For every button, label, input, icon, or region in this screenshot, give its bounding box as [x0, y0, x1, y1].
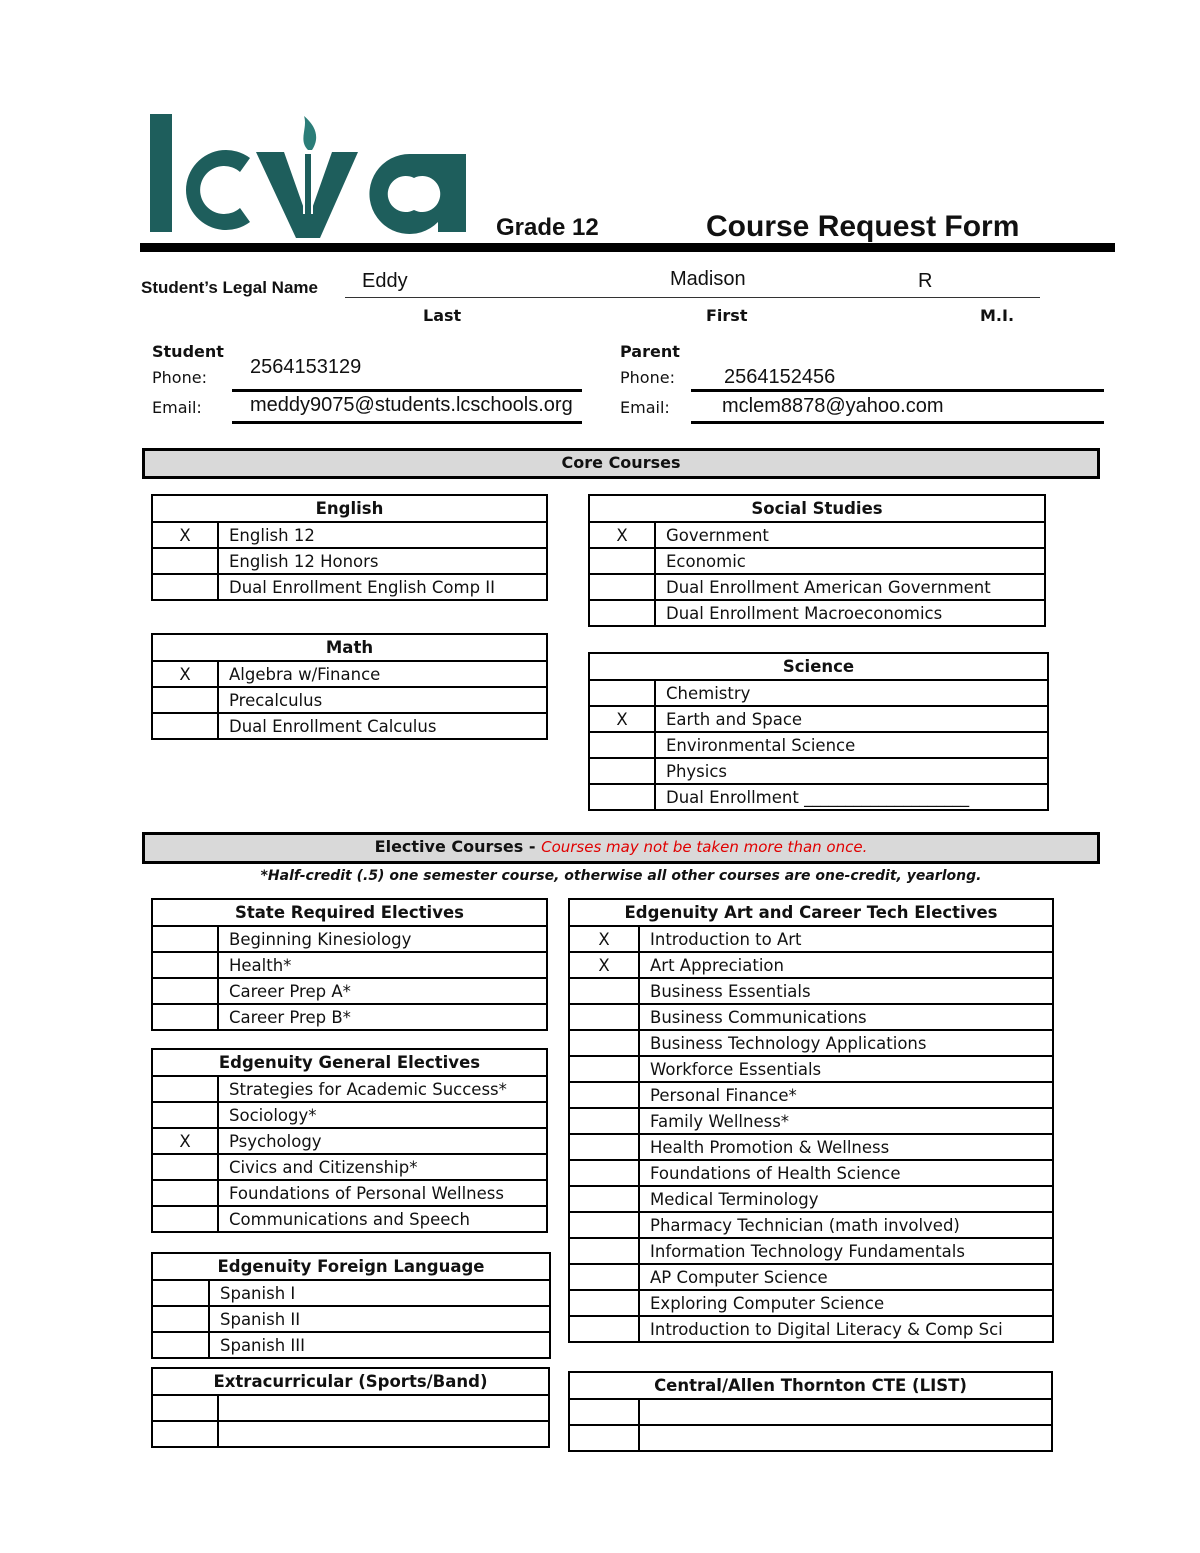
selection-mark[interactable] — [569, 1108, 639, 1134]
science-table — [588, 652, 1049, 811]
table-row[interactable] — [152, 926, 547, 952]
core-courses-title: Core Courses — [561, 453, 681, 472]
grade-label: Grade 12 — [496, 214, 599, 241]
course-name: Pharmacy Technician (math involved) — [639, 1212, 1053, 1238]
course-name: Psychology — [218, 1128, 547, 1154]
selection-mark[interactable] — [589, 548, 655, 574]
header-rule — [140, 243, 1115, 252]
form-title: Course Request Form — [706, 210, 1020, 243]
selection-mark[interactable] — [569, 1425, 639, 1451]
course-name: Foundations of Personal Wellness — [218, 1180, 547, 1206]
student-email-line — [232, 421, 582, 424]
art-career-tech-title: Edgenuity Art and Career Tech Electives — [569, 899, 1053, 926]
selection-mark[interactable] — [569, 1030, 639, 1056]
student-phone-field[interactable]: 2564153129 — [250, 356, 362, 378]
student-email-field[interactable]: meddy9075@students.lcschools.org — [250, 394, 573, 416]
course-name: Art Appreciation — [639, 952, 1053, 978]
last-name-field[interactable]: Eddy — [362, 270, 408, 292]
table-row[interactable] — [569, 1186, 1053, 1212]
selection-mark[interactable]: X — [589, 706, 655, 732]
table-row[interactable] — [589, 600, 1045, 626]
english-title: English — [152, 495, 547, 522]
table-row[interactable] — [152, 1395, 549, 1421]
table-row[interactable] — [152, 1154, 547, 1180]
course-name: English 12 — [218, 522, 547, 548]
selection-mark[interactable] — [152, 952, 218, 978]
course-name: Communications and Speech — [218, 1206, 547, 1232]
math-table — [151, 633, 548, 740]
social-studies-title: Social Studies — [589, 495, 1045, 522]
selection-mark[interactable] — [569, 1160, 639, 1186]
table-row[interactable] — [569, 1316, 1053, 1342]
selection-mark[interactable] — [589, 758, 655, 784]
parent-email-field[interactable]: mclem8878@yahoo.com — [722, 395, 944, 417]
table-row[interactable] — [152, 1076, 547, 1102]
activity-field[interactable] — [218, 1421, 549, 1447]
table-row[interactable] — [589, 574, 1045, 600]
course-name: Workforce Essentials — [639, 1056, 1053, 1082]
course-name: English 12 Honors — [218, 548, 547, 574]
parent-email-label: Email: — [620, 398, 670, 417]
activity-field[interactable] — [218, 1395, 549, 1421]
selection-mark[interactable] — [152, 574, 218, 600]
table-row[interactable] — [152, 1206, 547, 1232]
table-row[interactable] — [152, 1421, 549, 1447]
selection-mark[interactable] — [152, 1102, 218, 1128]
course-name: Family Wellness* — [639, 1108, 1053, 1134]
selection-mark[interactable] — [152, 1280, 209, 1306]
table-row[interactable] — [152, 713, 547, 739]
general-electives-table — [151, 1048, 548, 1233]
middle-initial-field[interactable]: R — [918, 270, 933, 292]
first-name-field[interactable]: Madison — [670, 268, 746, 290]
course-name: Environmental Science — [655, 732, 1048, 758]
table-row[interactable] — [569, 1238, 1053, 1264]
selection-mark[interactable] — [569, 1186, 639, 1212]
student-email-label: Email: — [152, 398, 202, 417]
legal-name-label: Student’s Legal Name — [141, 278, 318, 297]
table-row[interactable] — [569, 1082, 1053, 1108]
course-name: Medical Terminology — [639, 1186, 1053, 1212]
course-name: Strategies for Academic Success* — [218, 1076, 547, 1102]
legal-name-line — [345, 297, 1040, 298]
student-phone-label: Phone: — [152, 368, 207, 387]
selection-mark[interactable]: X — [152, 522, 218, 548]
table-row[interactable] — [152, 1332, 550, 1358]
course-name: Precalculus — [218, 687, 547, 713]
parent-contact-label: Parent — [620, 342, 680, 361]
course-name: Sociology* — [218, 1102, 547, 1128]
course-name: Government — [655, 522, 1045, 548]
course-name: Business Essentials — [639, 978, 1053, 1004]
table-row[interactable] — [589, 548, 1045, 574]
course-name: Civics and Citizenship* — [218, 1154, 547, 1180]
table-row[interactable] — [152, 1306, 550, 1332]
selection-mark[interactable] — [569, 1290, 639, 1316]
selection-mark[interactable]: X — [152, 1128, 218, 1154]
selection-mark[interactable] — [152, 1395, 218, 1421]
selection-mark[interactable] — [569, 1238, 639, 1264]
cte-course-field[interactable] — [639, 1399, 1052, 1425]
course-name: Economic — [655, 548, 1045, 574]
selection-mark[interactable] — [152, 713, 218, 739]
selection-mark[interactable] — [569, 1264, 639, 1290]
table-row[interactable] — [569, 1004, 1053, 1030]
student-contact-label: Student — [152, 342, 224, 361]
table-row[interactable] — [152, 687, 547, 713]
first-caption: First — [706, 306, 748, 325]
table-row[interactable] — [589, 706, 1048, 732]
elective-courses-bar — [142, 832, 1100, 864]
english-table — [151, 494, 548, 601]
course-name: Business Communications — [639, 1004, 1053, 1030]
table-row[interactable] — [152, 1102, 547, 1128]
course-name: Earth and Space — [655, 706, 1048, 732]
table-row[interactable] — [152, 952, 547, 978]
central-cte-title: Central/Allen Thornton CTE (LIST) — [569, 1372, 1052, 1399]
course-name: Foundations of Health Science — [639, 1160, 1053, 1186]
parent-phone-line — [691, 389, 1104, 392]
course-name: Spanish I — [209, 1280, 550, 1306]
table-row[interactable] — [152, 1128, 547, 1154]
general-electives-title: Edgenuity General Electives — [152, 1049, 547, 1076]
course-name: Spanish II — [209, 1306, 550, 1332]
selection-mark[interactable] — [589, 732, 655, 758]
selection-mark[interactable] — [152, 1076, 218, 1102]
lcva-logo — [148, 110, 478, 248]
parent-phone-field[interactable]: 2564152456 — [724, 366, 836, 388]
table-row[interactable] — [589, 522, 1045, 548]
course-name: Career Prep B* — [218, 1004, 547, 1030]
science-title: Science — [589, 653, 1048, 680]
selection-mark[interactable] — [152, 1206, 218, 1232]
course-name: Personal Finance* — [639, 1082, 1053, 1108]
course-name: Health Promotion & Wellness — [639, 1134, 1053, 1160]
core-courses-bar — [142, 448, 1100, 479]
student-phone-line — [232, 389, 582, 392]
table-row[interactable] — [152, 574, 547, 600]
course-name: AP Computer Science — [639, 1264, 1053, 1290]
selection-mark[interactable] — [152, 687, 218, 713]
elective-warning: Courses may not be taken more than once. — [541, 838, 868, 856]
selection-mark[interactable] — [569, 1316, 639, 1342]
mi-caption: M.I. — [980, 306, 1015, 325]
table-row[interactable] — [569, 1264, 1053, 1290]
selection-mark[interactable] — [589, 680, 655, 706]
table-row[interactable] — [569, 1108, 1053, 1134]
table-row[interactable] — [152, 661, 547, 687]
table-row[interactable] — [569, 1212, 1053, 1238]
state-required-table — [151, 898, 548, 1031]
parent-phone-label: Phone: — [620, 368, 675, 387]
table-row[interactable] — [152, 548, 547, 574]
table-row[interactable] — [569, 952, 1053, 978]
course-name: Dual Enrollment Macroeconomics — [655, 600, 1045, 626]
course-name: Dual Enrollment English Comp II — [218, 574, 547, 600]
math-title: Math — [152, 634, 547, 661]
course-name: Information Technology Fundamentals — [639, 1238, 1053, 1264]
table-row[interactable] — [569, 926, 1053, 952]
state-required-title: State Required Electives — [152, 899, 547, 926]
course-name: Introduction to Digital Literacy & Comp Sci — [639, 1316, 1053, 1342]
table-row[interactable] — [589, 784, 1048, 810]
selection-mark[interactable]: X — [569, 952, 639, 978]
table-row[interactable] — [569, 1030, 1053, 1056]
course-name: Exploring Computer Science — [639, 1290, 1053, 1316]
art-career-tech-table — [568, 898, 1054, 1343]
course-name: Introduction to Art — [639, 926, 1053, 952]
course-name: Career Prep A* — [218, 978, 547, 1004]
social-studies-table — [588, 494, 1046, 627]
table-row[interactable] — [152, 1180, 547, 1206]
course-name: Spanish III — [209, 1332, 550, 1358]
selection-mark[interactable] — [152, 926, 218, 952]
central-cte-table — [568, 1371, 1053, 1452]
elective-courses-title: Elective Courses - — [374, 837, 542, 856]
selection-mark[interactable] — [152, 978, 218, 1004]
parent-email-line — [691, 421, 1104, 424]
foreign-language-title: Edgenuity Foreign Language — [152, 1253, 550, 1280]
course-name: Dual Enrollment ____________________ — [655, 784, 1048, 810]
selection-mark[interactable] — [152, 1004, 218, 1030]
selection-mark[interactable] — [569, 1399, 639, 1425]
selection-mark[interactable] — [152, 1332, 209, 1358]
selection-mark[interactable]: X — [152, 661, 218, 687]
selection-mark[interactable] — [569, 978, 639, 1004]
half-credit-note: *Half-credit (.5) one semester course, otherwise all other courses are one-credit, yearlong. — [260, 868, 982, 884]
selection-mark[interactable] — [589, 600, 655, 626]
selection-mark[interactable] — [152, 1421, 218, 1447]
selection-mark[interactable] — [152, 1180, 218, 1206]
table-row[interactable] — [589, 732, 1048, 758]
table-row[interactable] — [589, 680, 1048, 706]
last-caption: Last — [423, 306, 462, 325]
selection-mark[interactable] — [569, 1082, 639, 1108]
selection-mark[interactable] — [569, 1004, 639, 1030]
course-name: Chemistry — [655, 680, 1048, 706]
selection-mark[interactable] — [569, 1056, 639, 1082]
extracurricular-title: Extracurricular (Sports/Band) — [152, 1368, 549, 1395]
selection-mark[interactable] — [152, 1306, 209, 1332]
table-row[interactable] — [589, 758, 1048, 784]
table-row[interactable] — [569, 978, 1053, 1004]
course-name: Health* — [218, 952, 547, 978]
table-row[interactable] — [569, 1290, 1053, 1316]
selection-mark[interactable]: X — [589, 522, 655, 548]
extracurricular-table — [151, 1367, 550, 1448]
course-name: Beginning Kinesiology — [218, 926, 547, 952]
selection-mark[interactable] — [152, 1154, 218, 1180]
table-row[interactable] — [152, 522, 547, 548]
selection-mark[interactable] — [589, 784, 655, 810]
table-row[interactable] — [569, 1425, 1052, 1451]
selection-mark[interactable] — [569, 1134, 639, 1160]
table-row[interactable] — [152, 1004, 547, 1030]
course-name: Physics — [655, 758, 1048, 784]
foreign-language-table — [151, 1252, 551, 1359]
table-row[interactable] — [152, 1280, 550, 1306]
table-row[interactable] — [152, 978, 547, 1004]
table-row[interactable] — [569, 1134, 1053, 1160]
selection-mark[interactable]: X — [569, 926, 639, 952]
course-name: Business Technology Applications — [639, 1030, 1053, 1056]
table-row[interactable] — [569, 1056, 1053, 1082]
selection-mark[interactable] — [152, 548, 218, 574]
course-name: Dual Enrollment American Government — [655, 574, 1045, 600]
course-name: Dual Enrollment Calculus — [218, 713, 547, 739]
selection-mark[interactable] — [589, 574, 655, 600]
selection-mark[interactable] — [569, 1212, 639, 1238]
table-row[interactable] — [569, 1399, 1052, 1425]
cte-course-field[interactable] — [639, 1425, 1052, 1451]
table-row[interactable] — [569, 1160, 1053, 1186]
course-name: Algebra w/Finance — [218, 661, 547, 687]
